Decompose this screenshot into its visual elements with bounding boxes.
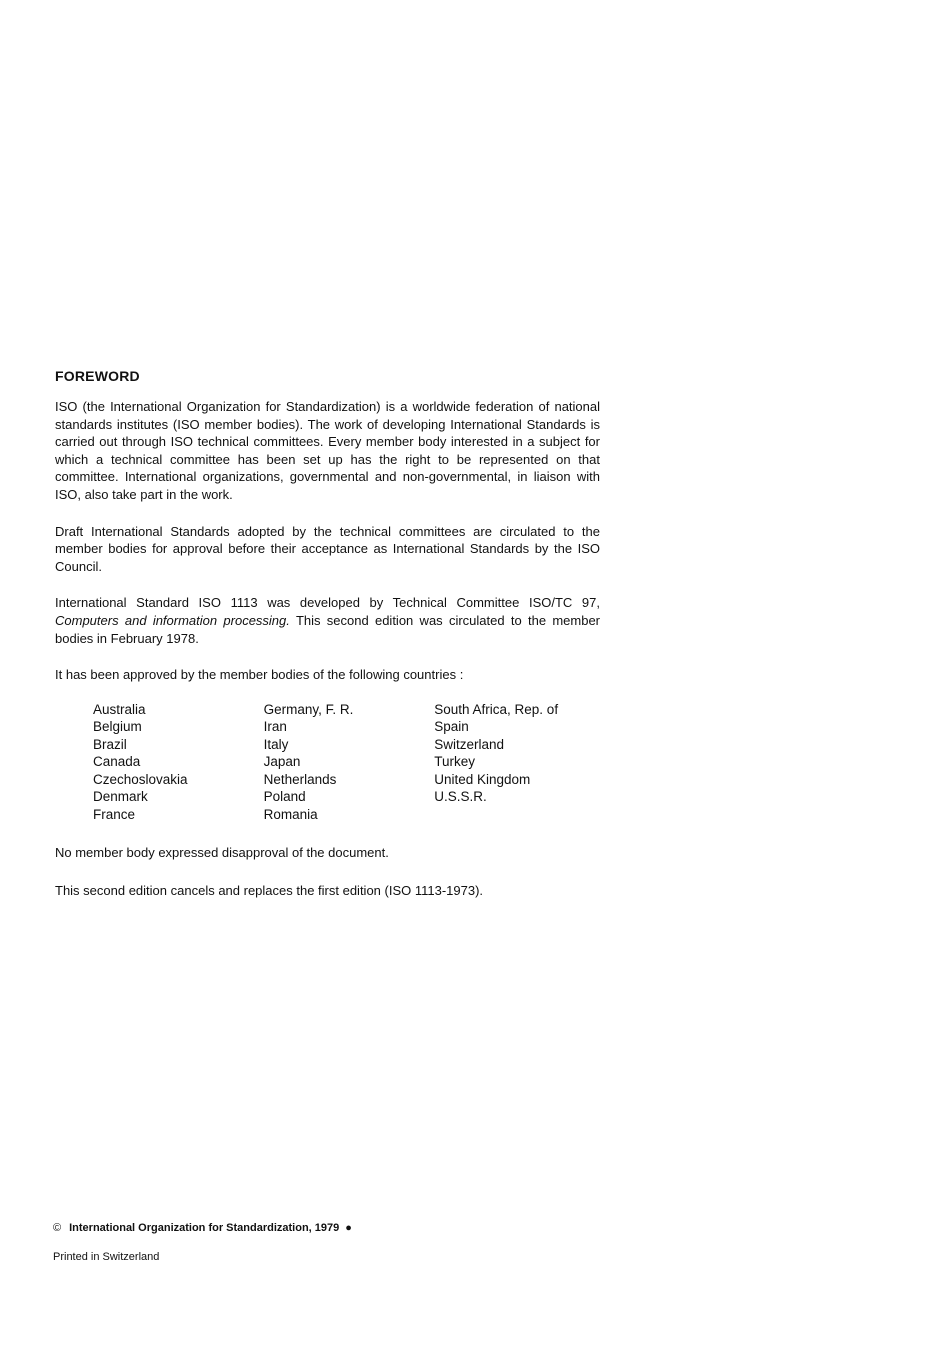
foreword-heading: FOREWORD [55, 368, 140, 384]
country-item: Czechoslovakia [93, 771, 188, 787]
paragraph-development [55, 594, 600, 647]
bullet-icon: ● [345, 1222, 352, 1234]
copyright-text: International Organization for Standardization, 1979 [69, 1222, 340, 1234]
country-item: Denmark [93, 789, 148, 805]
country-column-1 [93, 701, 264, 824]
country-column-2 [264, 701, 435, 824]
country-item: Belgium [93, 719, 142, 735]
printed-location: Printed in Switzerland [53, 1251, 160, 1263]
paragraph-draft-standards: Draft International Standards adopted by the technical committees are circulated to the member bodies for approval before their acceptance as International Standards by the ISO Council. [55, 523, 600, 574]
paragraph-no-disapproval: No member body expressed disapproval of the document. [55, 845, 389, 861]
country-item: Poland [263, 789, 306, 805]
country-item: Spain [434, 719, 469, 735]
paragraph-edition-note: This second edition cancels and replaces the first edition (ISO 1113-1973). [55, 882, 484, 898]
country-item: Romania [263, 806, 318, 822]
paragraph-iso-intro: ISO (the International Organization for Standardization) is a worldwide federation of national standards institutes (ISO member bodies). The work of developing International Standards is carried out through ISO technical committees. Every member body interested in a subject for which a technical committee has been set up has the right to be represented on that committee. International organizations, governmental and non-governmental, in liaison with ISO, also take part in the work. [55, 399, 600, 502]
country-item: Netherlands [263, 771, 337, 787]
country-item: Switzerland [434, 736, 505, 752]
country-item: Iran [263, 719, 287, 735]
country-list [93, 701, 600, 824]
country-item: Brazil [93, 736, 127, 752]
committee-title: Computers and information processing. [55, 612, 290, 628]
country-item: Germany, F. R. [263, 701, 354, 717]
paragraph-development-start: International Standard ISO 1113 was developed by Technical Committee ISO/TC 97, [55, 595, 600, 611]
foreword-section [55, 367, 600, 899]
country-item: Japan [263, 754, 301, 770]
paragraph-development-end: This second edition was circulated to the member bodies in February 1978. [55, 612, 600, 646]
country-item: Australia [93, 701, 146, 717]
country-item: U.S.S.R. [434, 789, 487, 805]
country-column-3 [434, 701, 600, 824]
copyright-symbol: © [53, 1222, 62, 1234]
country-item: France [93, 806, 136, 822]
paragraph-approval: It has been approved by the member bodies of the following countries : [55, 667, 464, 683]
country-item: Turkey [434, 754, 476, 770]
country-item: United Kingdom [434, 771, 531, 787]
country-item: Italy [263, 736, 289, 752]
country-item: South Africa, Rep. of [434, 701, 559, 717]
copyright-line [53, 1222, 352, 1234]
country-item: Canada [93, 754, 141, 770]
